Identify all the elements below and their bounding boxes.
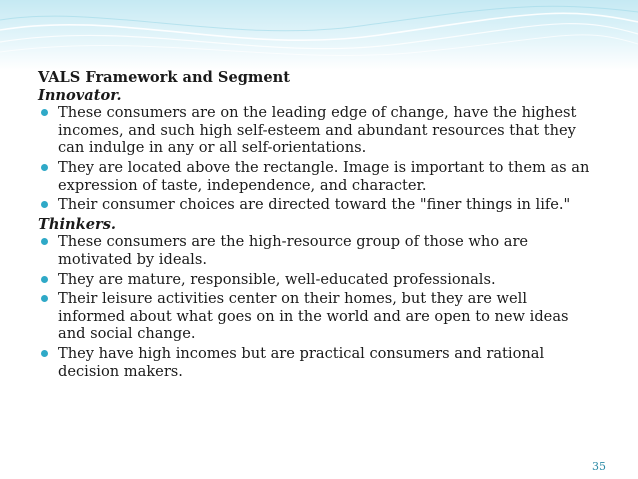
bullet-icon [41, 201, 48, 208]
bullet-text: These consumers are the high-resource group of those who are motivated by ideals. [58, 233, 529, 268]
slide-heading: VALS Framework and Segment [38, 69, 291, 86]
header-wave-decoration [0, 0, 638, 70]
wave-lines [0, 0, 638, 70]
bullet-text: These consumers are on the leading edge of change, have the highest incomes, and such high self-esteem and abundant resources that they can indulge in any or all self-orientations. [58, 104, 577, 157]
bullet-item [38, 233, 598, 268]
bullet-list-innovator [38, 104, 598, 214]
bullet-item [38, 290, 598, 343]
bullet-item [38, 104, 598, 157]
bullet-item [38, 345, 598, 380]
page-number: 35 [592, 460, 606, 473]
bullet-icon [41, 238, 48, 245]
bullet-text: Their leisure activities center on their homes, but they are well informed about what goes on in the world and are open to new ideas and social change. [58, 290, 569, 343]
slide-body [38, 69, 598, 382]
bullet-item [38, 271, 598, 289]
section-title-innovator: Innovator. [38, 86, 122, 104]
bullet-list-thinkers [38, 233, 598, 380]
section-title-thinkers: Thinkers. [38, 215, 117, 233]
bullet-icon [41, 350, 48, 357]
bullet-icon [41, 164, 48, 171]
bullet-icon [41, 295, 48, 302]
bullet-text: They have high incomes but are practical consumers and rational decision makers. [58, 344, 545, 380]
bullet-icon [41, 276, 48, 283]
bullet-text: They are mature, responsible, well-educated professionals. [58, 270, 496, 288]
bullet-item [38, 159, 598, 194]
bullet-item [38, 196, 598, 214]
bullet-icon [41, 109, 48, 116]
bullet-text: They are located above the rectangle. Image is important to them as an expression of taste, independence, and character. [58, 158, 590, 194]
bullet-text: Their consumer choices are directed toward the "finer things in life." [58, 196, 571, 214]
